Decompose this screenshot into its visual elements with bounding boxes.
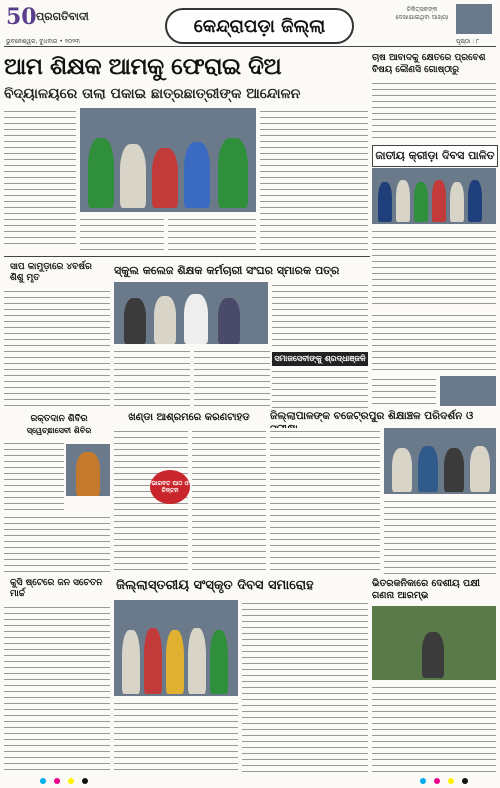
teaser-box bbox=[392, 4, 492, 34]
tribute-headline: ସମାଜସେବୀଙ୍କୁ ଶ୍ରଦ୍ଧାଞ୍ଜଳି bbox=[272, 352, 368, 366]
sanskrit-text-2 bbox=[242, 600, 368, 772]
tribute-text bbox=[272, 368, 368, 408]
blood-headline: ରକ୍ତଦାନ ଶିବିର bbox=[30, 414, 88, 424]
lead-column-2 bbox=[168, 216, 256, 252]
khasha-text-2 bbox=[192, 428, 266, 574]
logo-number: 50 bbox=[6, 4, 37, 30]
rally-text bbox=[4, 604, 110, 772]
blood-text bbox=[4, 440, 64, 510]
teacher-headline: ସ୍କୁଲ କଲେଜ ଶିକ୍ଷକ କର୍ମଚାରୀ ସଂଘର ସ୍ମାରକ ପତ୍ର bbox=[114, 264, 340, 277]
snakebite-text bbox=[4, 288, 110, 406]
khasha-headline: ଖଣ୍ଡା ଆଶ୍ରମରେ କରଣଟାହଡ bbox=[128, 412, 250, 423]
masthead-logo bbox=[6, 4, 126, 34]
rally-headline: କୁସି ଷ୍ଟେରେ ଜନ ସଚେତନ ମାର୍ଚ୍ଚ bbox=[10, 578, 103, 599]
teacher-text-3 bbox=[272, 282, 368, 348]
district-text-1 bbox=[270, 428, 380, 574]
right-mid-photo bbox=[440, 376, 496, 406]
teacher-text-1 bbox=[114, 348, 190, 406]
page-number: ପୃଷ୍ଠା : ୮ bbox=[456, 38, 480, 45]
lead-column-3 bbox=[260, 108, 368, 252]
sports-headline: ଜାତୀୟ କ୍ରୀଡ଼ା ଦିବସ ପାଳିତ bbox=[372, 145, 498, 167]
top-right-text bbox=[372, 80, 496, 140]
bottom-right-headline: ଭିତରକନିକାରେ ଦେଶୀୟ ପକ୍ଷୀ ଗଣନା ଆରମ୍ଭ bbox=[372, 578, 480, 601]
footer-registration bbox=[0, 774, 500, 788]
lead-column-1 bbox=[4, 108, 76, 248]
blood-photo bbox=[66, 444, 110, 496]
sanskrit-headline: ଜିଲ୍ଲାସ୍ତରୀୟ ସଂସ୍କୃତ ଦିବସ ସମାରୋହ bbox=[116, 578, 314, 593]
teaser-text: ଚିକିତ୍ସକଙ୍କ ଦେଖାଯାଇଥିବା ଆଖ୍ୟା bbox=[395, 6, 449, 21]
teaser-photo bbox=[456, 4, 492, 34]
blood-subhead: ସ୍ୱେଚ୍ଛାସେବୀ ଶିବିର bbox=[26, 426, 92, 435]
sports-photo bbox=[372, 168, 496, 224]
right-mid-text bbox=[372, 312, 496, 372]
district-text-2 bbox=[384, 498, 496, 574]
lead-caption bbox=[80, 216, 164, 252]
section-rule bbox=[4, 256, 370, 257]
sports-text bbox=[372, 228, 496, 308]
page-title: କେନ୍ଦ୍ରାପଡ଼ା ଜିଲ୍ଲା bbox=[165, 8, 354, 44]
teacher-text-2 bbox=[194, 348, 270, 406]
dateline: ଭୁବନେଶ୍ୱର, ବୁଧବାର • ୨୦୨୩ bbox=[6, 38, 80, 45]
lead-subhead: ବିଦ୍ୟାଳୟରେ ତାଲା ପକାଇ ଛାତ୍ରଛାତ୍ରୀଙ୍କ ଆନ୍ଦୋଳନ bbox=[4, 86, 301, 102]
bottom-right-text bbox=[372, 684, 496, 772]
masthead-divider bbox=[4, 46, 496, 47]
blood-text-2 bbox=[4, 514, 110, 572]
district-photo bbox=[384, 428, 496, 494]
sanskrit-text-1 bbox=[114, 700, 238, 772]
lead-headline: ଆମ ଶିକ୍ଷକ ଆମକୁ ଫେରାଇ ଦିଅ bbox=[4, 54, 282, 80]
right-mid-text-2 bbox=[372, 376, 436, 408]
top-right-headline: ଚାଷ ଆବାଦକୁ କ୍ଷେତରେ ପ୍ରବେଶ ବିଷୟ କୌଣସି ଗୋଷ୍ଠୀରୁ bbox=[372, 53, 486, 75]
logo-name: ପ୍ରଗତିବାଦୀ bbox=[36, 10, 89, 23]
sanskrit-photo bbox=[114, 600, 238, 696]
khasha-badge: ଭାଗବତ ପାଠ ଓ ଚିନ୍ତନ bbox=[150, 470, 190, 504]
snakebite-headline: ସାପ କାମୁଡ଼ାରେ ୪ବର୍ଷର ଶିଶୁ ମୃତ bbox=[10, 262, 92, 283]
teacher-photo bbox=[114, 282, 268, 344]
bottom-right-photo bbox=[372, 606, 496, 680]
district-headline: ଜିଲ୍ଲାପାଳଙ୍କ ବଜେଟ୍ରପୁର ଶିକ୍ଷାଞ୍ଚଳ ପରିଦର୍ଶନ ଓ bbox=[270, 410, 474, 422]
lead-photo bbox=[80, 108, 256, 212]
